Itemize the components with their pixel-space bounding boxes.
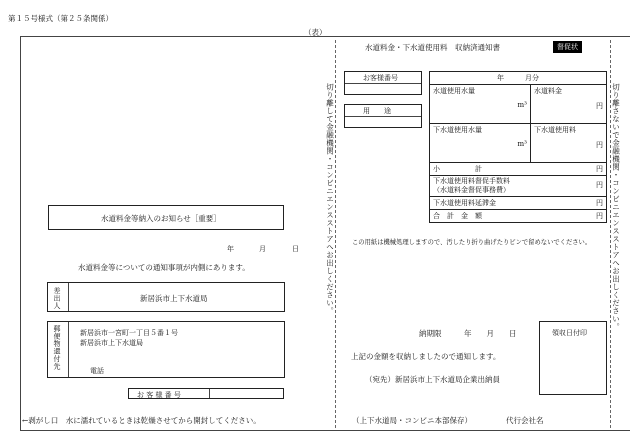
addressee: （宛先）新居浜市上下水道局企業出納員 xyxy=(365,375,500,384)
table-row xyxy=(430,197,607,210)
cut-note-right: 切り離さないで金融機関・コンビニエンスストアへお出しください。 xyxy=(611,83,621,331)
sewer-fee-unit: 円 xyxy=(596,141,603,149)
date-month: 月 xyxy=(259,245,266,253)
sender-box xyxy=(47,282,285,312)
customer-no-divider xyxy=(209,389,210,398)
notice-title-box xyxy=(48,205,284,230)
total-label: 合 計 金 額 xyxy=(433,212,482,220)
return-divider xyxy=(68,322,69,377)
storage-note: （上下水道局・コンビニ本部保存） xyxy=(352,416,472,425)
ocr-note: この用紙は機械処理しますので、汚したり折り曲げたりピンで留めないでください。 xyxy=(352,239,592,246)
subtotal-unit: 円 xyxy=(596,165,603,173)
cut-line-right xyxy=(610,40,611,428)
table-row xyxy=(430,124,607,163)
sewer-fee-label: 下水道使用料 xyxy=(534,126,576,134)
water-usage-label: 水道使用水量 xyxy=(433,87,475,95)
period-cell: 年 月分 xyxy=(430,72,607,85)
water-fee-cell xyxy=(531,85,607,124)
sender-label: 差出人 xyxy=(53,287,61,310)
return-box xyxy=(47,321,285,378)
table-row xyxy=(430,210,607,223)
use-rule xyxy=(345,116,421,117)
dunning-fee-label: 下水道使用料督促手数料 xyxy=(433,177,510,185)
water-fee-label: 水道料金 xyxy=(534,87,562,95)
charges-table xyxy=(429,71,607,223)
return-label: 郵便物還付先 xyxy=(53,325,61,370)
total-cell xyxy=(430,210,607,223)
customer-no-box-left xyxy=(128,388,284,399)
late-fee-cell xyxy=(430,197,607,210)
water-fee-unit: 円 xyxy=(596,102,603,110)
late-fee-unit: 円 xyxy=(596,199,603,207)
dunning-fee-sublabel: （水道料金督促事務費） xyxy=(433,186,510,194)
bottom-rule xyxy=(20,430,630,431)
use-label: 用 途 xyxy=(363,107,391,115)
form-number: 第１５号様式（第２５条関係） xyxy=(8,14,113,23)
cut-line-left xyxy=(335,40,336,428)
table-row xyxy=(430,163,607,176)
notice-title: 水道料金等納入のお知らせ［重要］ xyxy=(101,214,221,223)
water-usage-cell xyxy=(430,85,531,124)
customer-no-box-right xyxy=(344,71,422,95)
customer-no-label-left: お 客 様 番 号 xyxy=(137,391,181,399)
sender-divider xyxy=(68,283,69,311)
side-indicator: （表） xyxy=(304,28,327,37)
customer-no-label-right: お客様番号 xyxy=(363,74,398,82)
total-unit: 円 xyxy=(596,212,603,220)
return-phone: 電話 xyxy=(90,367,104,375)
left-rule xyxy=(20,36,21,431)
agent-name-label: 代行会社名 xyxy=(506,416,544,425)
receipt-note: 上記の金額を収納しましたので通知します。 xyxy=(351,352,501,361)
late-fee-label: 下水道使用料延滞金 xyxy=(433,199,496,207)
top-rule xyxy=(20,36,630,37)
intro-text: 水道料金等についての通知事項が内側にあります。 xyxy=(78,263,250,272)
water-usage-unit: m³ xyxy=(517,101,527,109)
table-row xyxy=(430,72,607,85)
return-address2: 新居浜市上下水道局 xyxy=(80,339,143,347)
date-day: 日 xyxy=(292,245,299,253)
sewer-usage-unit: m³ xyxy=(517,140,527,148)
return-address1: 新居浜市一宮町一丁目５番１号 xyxy=(80,329,178,337)
sender-value: 新居浜市上下水道局 xyxy=(140,294,208,303)
sewer-fee-cell xyxy=(531,124,607,163)
subtotal-label: 小 計 xyxy=(433,165,482,173)
dunning-fee-cell xyxy=(430,176,607,197)
table-row xyxy=(430,176,607,197)
subtotal-cell xyxy=(430,163,607,176)
received-stamp-label: 領収日付印 xyxy=(552,329,587,337)
payment-deadline: 納期限 年 月 日 xyxy=(419,329,517,338)
received-stamp-box xyxy=(539,321,607,395)
dunning-fee-unit: 円 xyxy=(596,181,603,189)
use-box xyxy=(344,104,422,128)
customer-no-rule xyxy=(345,83,421,84)
sewer-usage-cell xyxy=(430,124,531,163)
date-year: 年 xyxy=(227,245,234,253)
receipt-title: 水道料金・下水道使用料 収納済通知書 xyxy=(365,43,500,52)
cut-note-left: 切り離して金融機関・コンビニエンスストアへお出しください。 xyxy=(325,83,335,315)
dunning-badge: 督促状 xyxy=(553,41,582,53)
table-row xyxy=(430,85,607,124)
tear-note: ←剥がし口 水に濡れているときは乾燥させてから開封してください。 xyxy=(22,416,261,425)
sewer-usage-label: 下水道使用水量 xyxy=(433,126,482,134)
